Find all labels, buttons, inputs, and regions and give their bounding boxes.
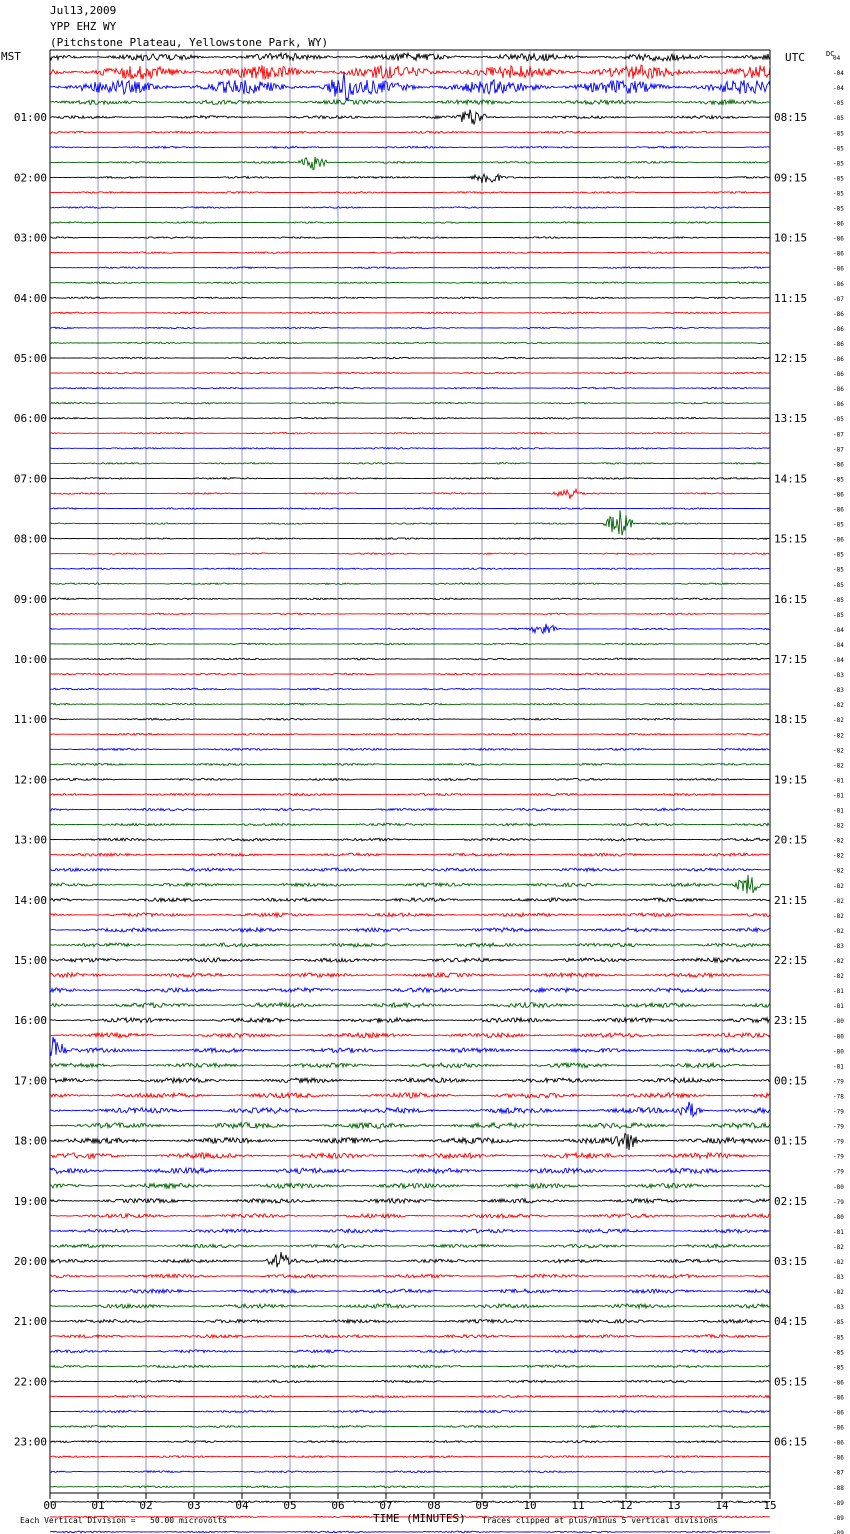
x-tick-label: 10	[523, 1499, 537, 1512]
dc-offset-label: -84	[833, 641, 844, 649]
dc-offset-label: -86	[833, 506, 844, 514]
seismic-trace	[50, 1395, 770, 1397]
dc-offset-label: -04	[833, 85, 844, 93]
seismic-trace	[50, 624, 770, 634]
dc-offset-label: -82	[833, 762, 844, 770]
seismic-trace	[50, 252, 770, 254]
seismic-trace	[50, 463, 770, 465]
hour-label-right: 23:15	[774, 1014, 808, 1028]
x-tick-label: 14	[715, 1499, 729, 1512]
dc-offset-label: -85	[833, 1334, 844, 1342]
seismic-trace	[50, 778, 770, 780]
seismic-trace	[50, 958, 770, 962]
dc-offset-label: -89	[833, 1529, 844, 1534]
seismic-trace	[50, 1274, 770, 1278]
dc-offset-label: -79	[833, 1138, 844, 1146]
hour-label-left: 06:00	[13, 412, 47, 426]
dc-offset-label: -86	[833, 340, 844, 348]
dc-offset-label: -80	[833, 1018, 844, 1026]
dc-offset-label: -86	[833, 386, 844, 394]
dc-offset-label: -79	[833, 1078, 844, 1086]
seismic-trace	[50, 110, 770, 125]
dc-offset-label: -86	[833, 1379, 844, 1387]
hour-label-left: 18:00	[13, 1134, 47, 1148]
seismic-trace	[50, 1093, 770, 1098]
dc-offset-label: -88	[833, 1484, 844, 1492]
seismic-trace	[50, 613, 770, 615]
seismic-trace	[50, 1102, 770, 1117]
dc-offset-label: -85	[833, 175, 844, 183]
seismic-trace	[50, 1531, 770, 1533]
seismic-trace	[50, 207, 770, 209]
dc-offset-label: -82	[833, 882, 844, 890]
dc-offset-label: -85	[833, 476, 844, 484]
seismic-trace	[50, 1244, 770, 1248]
hour-label-right: 22:15	[774, 954, 808, 967]
seismic-trace	[50, 1252, 770, 1267]
dc-offset-label: -80	[833, 1048, 844, 1056]
seismic-trace	[50, 65, 770, 79]
dc-offset-label: -82	[833, 837, 844, 845]
seismic-trace	[50, 297, 770, 299]
seismic-trace	[50, 1003, 770, 1008]
seismic-trace	[50, 643, 770, 645]
x-tick-label: 08	[427, 1499, 441, 1512]
dc-offset-label: -85	[833, 596, 844, 604]
hour-label-left: 23:00	[13, 1435, 47, 1449]
seismic-trace	[50, 1304, 770, 1308]
dc-offset-label: -83	[833, 1304, 844, 1312]
seismic-trace	[50, 1033, 770, 1038]
hour-label-right: 03:15	[774, 1255, 808, 1268]
seismic-trace	[50, 875, 770, 894]
dc-offset-label: -85	[833, 145, 844, 153]
seismic-trace	[50, 568, 770, 570]
hour-label-left: 20:00	[13, 1255, 47, 1268]
seismic-trace	[50, 387, 770, 389]
hour-label-right: 14:15	[774, 472, 808, 486]
dc-offset-label: -85	[833, 611, 844, 619]
seismic-trace	[50, 1410, 770, 1412]
seismic-trace	[50, 1183, 770, 1188]
seismic-trace	[50, 1123, 770, 1129]
dc-offset-label: -82	[833, 747, 844, 755]
dc-offset-label: -82	[833, 1259, 844, 1266]
seismic-trace	[50, 1037, 770, 1056]
x-tick-label: 05	[283, 1499, 297, 1512]
dc-offset-label: -79	[833, 1153, 844, 1161]
seismic-trace	[50, 267, 770, 269]
hour-label-right: 09:15	[774, 171, 808, 185]
x-axis-label: TIME (MINUTES)	[373, 1512, 466, 1525]
dc-offset-label: -81	[833, 988, 844, 996]
dc-offset-label: -85	[833, 416, 844, 424]
seismic-trace	[50, 100, 770, 105]
header-location: (Pitchstone Plateau, Yellowstone Park, WY)	[50, 36, 329, 49]
dc-offset-label: -83	[833, 687, 844, 695]
hour-label-left: 01:00	[13, 111, 47, 125]
seismic-trace	[50, 718, 770, 720]
hour-label-left: 19:00	[13, 1194, 47, 1208]
hour-label-left: 12:00	[13, 773, 47, 787]
dc-offset-label: -86	[833, 356, 844, 363]
dc-offset-label: -81	[833, 1003, 844, 1011]
seismic-trace	[50, 1078, 770, 1083]
dc-offset-label: -82	[833, 822, 844, 830]
seismic-trace	[50, 1134, 770, 1150]
hour-label-left: 15:00	[13, 954, 47, 967]
dc-offset-label: -86	[833, 235, 844, 243]
hour-label-left: 16:00	[13, 1014, 47, 1028]
seismic-trace	[50, 733, 770, 735]
seismic-trace	[50, 1289, 770, 1293]
seismic-trace	[50, 868, 770, 871]
seismic-trace	[50, 838, 770, 841]
hour-label-left: 09:00	[13, 592, 47, 606]
hour-label-right: 02:15	[774, 1194, 808, 1208]
hour-label-right: 12:15	[774, 352, 808, 365]
seismic-trace	[50, 448, 770, 450]
seismic-trace	[50, 131, 770, 133]
hour-label-left: 21:00	[13, 1315, 47, 1329]
dc-offset-label: -89	[833, 1514, 844, 1522]
seismic-trace	[50, 1214, 770, 1218]
seismic-trace	[50, 1320, 770, 1324]
seismic-trace	[50, 342, 770, 344]
dc-offset-label: -80	[833, 1213, 844, 1221]
seismic-trace	[50, 433, 770, 435]
dc-label: DC	[826, 50, 835, 58]
seismic-trace	[50, 928, 770, 932]
seismic-trace	[50, 673, 770, 675]
dc-offset-label: -86	[833, 371, 844, 379]
dc-offset-label: -86	[833, 220, 844, 228]
hour-label-right: 16:15	[774, 592, 808, 606]
seismic-trace	[50, 898, 770, 902]
dc-offset-label: -81	[833, 777, 844, 785]
dc-offset-label: -86	[833, 1454, 844, 1462]
hour-label-right: 19:15	[774, 773, 808, 787]
seismic-trace	[50, 973, 770, 977]
seismic-trace	[50, 1199, 770, 1204]
dc-offset-label: -89	[833, 1499, 844, 1507]
dc-offset-label: -82	[833, 897, 844, 905]
dc-offset-label: -86	[833, 265, 844, 273]
dc-offset-label: -85	[833, 130, 844, 138]
seismic-trace	[50, 508, 770, 510]
x-tick-label: 00	[43, 1499, 57, 1512]
seismic-trace	[50, 510, 770, 535]
dc-offset-label: -85	[833, 205, 844, 213]
dc-offset-label: -86	[833, 536, 844, 544]
dc-offset-label: -82	[833, 732, 844, 740]
dc-offset-label: -85	[833, 190, 844, 198]
clip-note: Traces clipped at plus/minus 5 vertical divisions	[482, 1516, 719, 1525]
seismic-trace	[50, 192, 770, 194]
seismic-trace	[50, 1471, 770, 1473]
dc-offset-label: -85	[833, 1349, 844, 1357]
hour-label-right: 08:15	[774, 111, 808, 125]
dc-offset-label: -82	[833, 852, 844, 860]
hour-label-left: 08:00	[13, 532, 47, 546]
seismic-trace	[50, 1486, 770, 1488]
dc-offset-label: -85	[833, 160, 844, 168]
dc-offset-label: -86	[833, 1439, 844, 1447]
seismic-trace	[50, 913, 770, 917]
hour-label-right: 17:15	[774, 653, 808, 666]
dc-offset-label: -83	[833, 672, 844, 680]
header-date: Jul13,2009	[50, 4, 117, 17]
seismic-trace	[50, 489, 770, 499]
hour-label-right: 11:15	[774, 291, 808, 305]
seismic-trace	[50, 688, 770, 690]
dc-offset-label: -85	[833, 551, 844, 559]
dc-offset-label: -87	[833, 1469, 844, 1477]
hour-label-right: 06:15	[774, 1435, 808, 1449]
seismic-trace	[50, 417, 770, 419]
x-tick-label: 15	[763, 1499, 777, 1512]
dc-offset-label: -86	[833, 401, 844, 409]
dc-offset-label: -79	[833, 1198, 844, 1206]
dc-offset-label: -82	[833, 958, 844, 965]
dc-offset-label: -87	[833, 446, 844, 454]
seismic-trace	[50, 1018, 770, 1023]
seismic-trace	[50, 327, 770, 329]
dc-offset-label: -83	[833, 942, 844, 950]
left-timezone-label: MST	[1, 50, 21, 63]
seismic-trace	[50, 72, 770, 100]
dc-offset-label: -85	[833, 581, 844, 589]
dc-offset-label: -86	[833, 250, 844, 258]
dc-offset-label: -85	[833, 521, 844, 529]
seismic-trace	[50, 763, 770, 765]
dc-offset-label: -86	[833, 1394, 844, 1402]
hour-label-left: 05:00	[13, 352, 47, 365]
dc-offset-label: -79	[833, 1168, 844, 1176]
seismic-trace	[50, 943, 770, 947]
dc-offset-label: -82	[833, 717, 844, 725]
right-timezone-label: UTC	[785, 51, 805, 64]
dc-offset-label: -86	[833, 280, 844, 288]
seismic-trace	[50, 823, 770, 826]
hour-label-right: 15:15	[774, 532, 808, 546]
seismic-trace	[50, 583, 770, 585]
seismic-trace	[50, 402, 770, 404]
seismic-trace	[50, 553, 770, 555]
hour-label-right: 05:15	[774, 1375, 808, 1389]
scale-note: Each Vertical Division = 50.00 microvolts	[20, 1516, 228, 1525]
dc-offset-label: -86	[833, 1409, 844, 1417]
seismic-trace	[50, 808, 770, 811]
hour-label-right: 13:15	[774, 412, 808, 426]
hour-label-right: 18:15	[774, 713, 808, 727]
seismic-trace	[50, 1229, 770, 1233]
x-tick-label: 06	[331, 1499, 345, 1512]
dc-offset-label: -86	[833, 310, 844, 318]
seismic-trace	[50, 853, 770, 856]
seismic-trace	[50, 748, 770, 750]
seismic-trace	[50, 146, 770, 148]
seismic-trace	[50, 598, 770, 600]
dc-offset-label: 04	[833, 55, 841, 62]
dc-offset-label: -87	[833, 431, 844, 439]
hour-label-right: 10:15	[774, 231, 808, 245]
hour-label-left: 03:00	[13, 231, 47, 245]
hour-label-left: 14:00	[13, 893, 47, 907]
dc-offset-label: -85	[833, 115, 844, 123]
dc-offset-label: -82	[833, 912, 844, 920]
seismic-trace	[50, 222, 770, 224]
dc-offset-label: -79	[833, 1123, 844, 1131]
dc-offset-label: -80	[833, 1183, 844, 1191]
seismic-trace	[50, 1063, 770, 1068]
x-tick-label: 07	[379, 1499, 393, 1512]
seismic-trace	[50, 1365, 770, 1368]
dc-offset-label: -85	[833, 566, 844, 574]
seismic-trace	[50, 282, 770, 284]
seismic-trace	[50, 1380, 770, 1382]
hour-label-left: 11:00	[13, 713, 47, 727]
seismic-trace	[50, 372, 770, 374]
dc-offset-label: -78	[833, 1093, 844, 1101]
dc-offset-label: -83	[833, 1274, 844, 1282]
dc-offset-label: -82	[833, 702, 844, 710]
seismic-trace	[50, 1153, 770, 1159]
dc-offset-label: -87	[833, 295, 844, 303]
dc-offset-label: -81	[833, 792, 844, 800]
seismic-trace	[50, 538, 770, 540]
x-tick-label: 09	[475, 1499, 489, 1512]
dc-offset-label: -82	[833, 973, 844, 981]
hour-label-left: 22:00	[13, 1375, 47, 1389]
seismic-trace	[50, 157, 770, 169]
x-tick-label: 13	[667, 1499, 681, 1512]
hour-label-left: 04:00	[13, 291, 47, 305]
seismic-trace	[50, 174, 770, 183]
dc-offset-label: -79	[833, 1108, 844, 1116]
seismic-trace	[50, 1168, 770, 1174]
hour-label-left: 07:00	[13, 472, 47, 486]
seismic-trace	[50, 703, 770, 705]
hour-label-right: 21:15	[774, 893, 808, 907]
hour-label-left: 13:00	[13, 833, 47, 847]
x-tick-label: 02	[139, 1499, 153, 1512]
dc-offset-label: -86	[833, 325, 844, 333]
seismic-trace	[50, 1441, 770, 1443]
seismic-trace	[50, 658, 770, 660]
hour-label-left: 10:00	[13, 653, 47, 666]
dc-offset-label: -81	[833, 807, 844, 815]
dc-offset-label: -82	[833, 1289, 844, 1297]
dc-offset-label: -82	[833, 927, 844, 935]
header-station: YPP EHZ WY	[50, 20, 117, 33]
dc-offset-label: -82	[833, 867, 844, 875]
seismic-trace	[50, 793, 770, 795]
x-tick-label: 01	[91, 1499, 105, 1512]
hour-label-left: 17:00	[13, 1074, 47, 1088]
dc-offset-label: -85	[833, 1319, 844, 1327]
x-tick-label: 03	[187, 1499, 201, 1512]
dc-offset-label: -86	[833, 491, 844, 499]
x-tick-label: 04	[235, 1499, 249, 1512]
seismic-trace	[50, 357, 770, 359]
dc-offset-label: -86	[833, 1424, 844, 1432]
hour-label-right: 20:15	[774, 833, 808, 847]
seismic-trace	[50, 1350, 770, 1353]
seismic-trace	[50, 1335, 770, 1338]
x-tick-label: 12	[619, 1499, 633, 1512]
seismic-trace	[50, 988, 770, 993]
seismic-trace	[50, 53, 770, 61]
seismic-trace	[50, 1501, 770, 1503]
hour-label-left: 02:00	[13, 171, 47, 185]
dc-offset-label: -81	[833, 1228, 844, 1236]
dc-offset-label: -82	[833, 1243, 844, 1251]
seismic-trace	[50, 237, 770, 239]
hour-label-right: 01:15	[774, 1134, 808, 1148]
seismic-trace	[50, 1456, 770, 1458]
dc-offset-label: -04	[833, 70, 844, 78]
dc-offset-label: -80	[833, 1033, 844, 1041]
dc-offset-label: -86	[833, 461, 844, 469]
hour-label-right: 04:15	[774, 1315, 808, 1329]
dc-offset-label: -05	[833, 100, 844, 108]
dc-offset-label: -81	[833, 1063, 844, 1071]
seismic-trace	[50, 312, 770, 314]
dc-offset-label: -85	[833, 1364, 844, 1372]
hour-label-right: 00:15	[774, 1074, 808, 1088]
seismic-trace	[50, 478, 770, 480]
seismic-trace	[50, 1425, 770, 1427]
dc-offset-label: -84	[833, 657, 844, 664]
x-tick-label: 11	[571, 1499, 585, 1512]
dc-offset-label: -84	[833, 626, 844, 634]
